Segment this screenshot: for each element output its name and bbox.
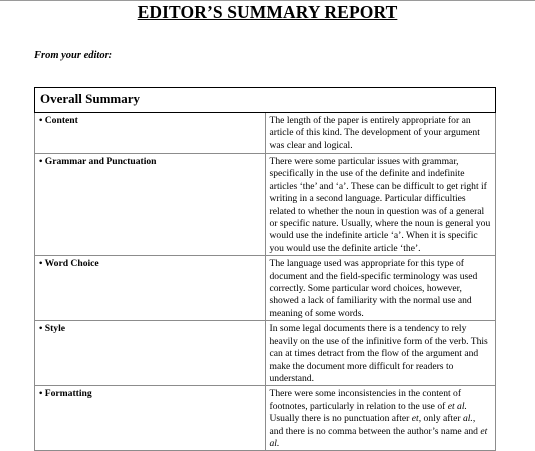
formatting-text-4: , and there is no comma between the author’s name and [269,413,481,437]
category-word-choice: • Word Choice [35,256,266,321]
formatting-text-3: , only after [418,413,463,425]
category-style: • Style [35,321,266,386]
table-row [35,256,496,321]
table-row [35,386,496,451]
category-formatting: • Formatting [35,386,266,451]
formatting-text-2: Usually there is no punctuation after [269,413,412,425]
style-description: In some legal documents there is a tendency to rely heavily on the use of the infinitive form of the verb. This can at times detract from the flow of the argument and make the document more difficult for readers to understand. [265,321,496,386]
grammar-description: There were some particular issues with grammar, specifically in the use of the definite and indefinite articles ‘the’ and ‘a’. These can be difficult to get right if writing in a second language. Particular difficulties related to whether the noun in question was of a general or specific nature. Usually, where the noun is general you would use the indefinite article ‘a’. When it is specific you would use the definite article ‘the’. [265,154,496,256]
formatting-et: et [411,413,419,425]
from-editor-label: From your editor: [34,50,113,61]
table-row [35,321,496,386]
summary-table [34,87,496,451]
summary-header-row [35,88,496,113]
formatting-al: al. [462,413,473,425]
category-grammar: • Grammar and Punctuation [35,154,266,256]
table-row [35,154,496,256]
formatting-text-1: There were some inconsistencies in the content of footnotes, particularly in relation to the use of [269,388,462,412]
word-choice-description: The language used was appropriate for this type of document and the field-specific terminology was used correctly. Some particular word choices, however, showed a lack of familiarity with the normal use and meaning of some words. [265,256,496,321]
formatting-etal-1: et al. [447,400,467,412]
content-description: The length of the paper is entirely appropriate for an article of this kind. The development of your argument was clear and logical. [265,113,496,154]
summary-header: Overall Summary [35,88,496,113]
formatting-description [265,386,496,451]
top-rule [0,0,535,1]
formatting-etal-2: et al. [269,425,488,449]
category-content: • Content [35,113,266,154]
table-row [35,113,496,154]
page-title: EDITOR’S SUMMARY REPORT [137,2,398,22]
